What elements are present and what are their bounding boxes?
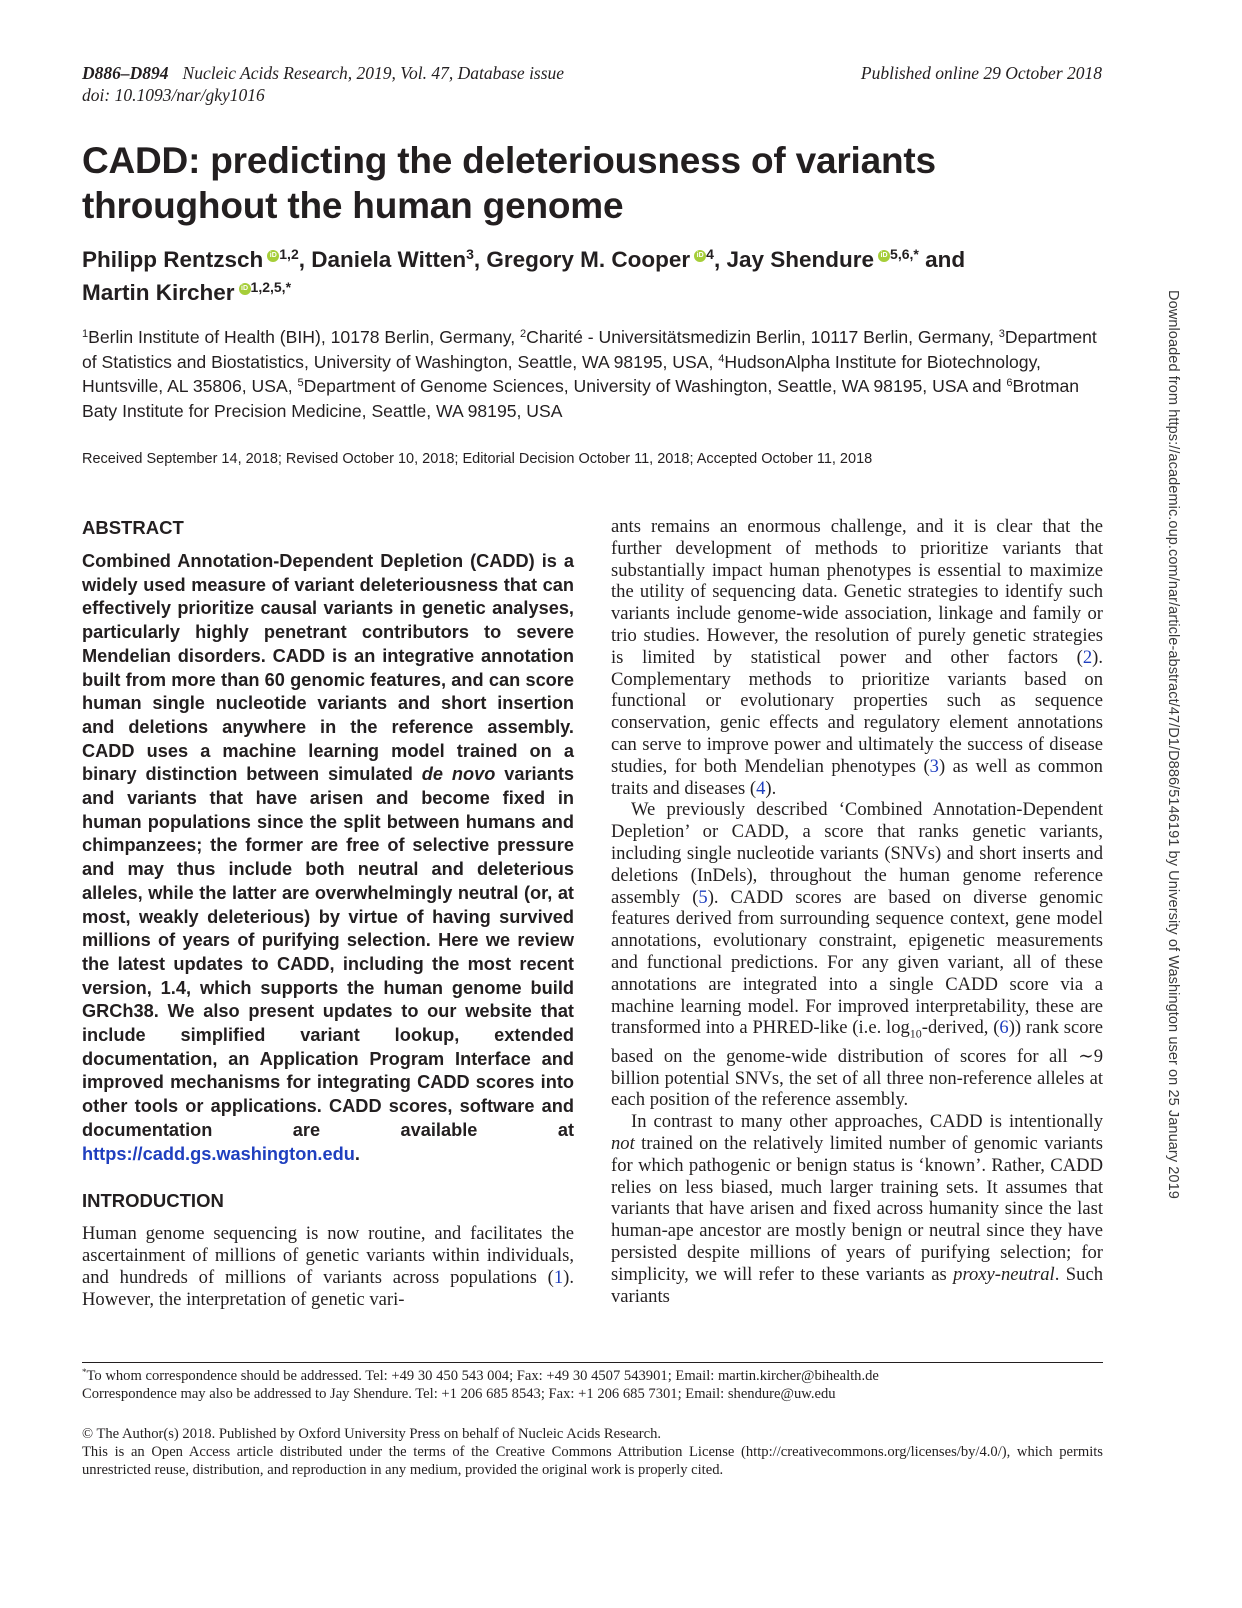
citation-link[interactable]: 3 bbox=[929, 755, 939, 777]
citation-link[interactable]: 1 bbox=[553, 1266, 564, 1288]
author: Daniela Witten$^3$ bbox=[311, 246, 474, 272]
submission-dates: Received September 14, 2018; Revised October 10, 2018; Editorial Decision October 11, 2018; Accepted October 11, 2018 bbox=[82, 451, 873, 467]
affiliations: $^1$Berlin Institute of Health (BIH), 10178 Berlin, Germany, $^2$Charité - Universitätsmedizin Berlin, 10117 Berlin, Germany, $^3$Department of Statistics and Biostatistics, University of Washington, Seattle, WA 98195, USA, $^4$HudsonAlpha Institute for Biotechnology, Huntsville, AL 35806, USA, $^5$Department of Genome Sciences, University of Washington, Seattle, WA 98195, USA and $^6$Brotman Baty Institute for Precision Medicine, Seattle, WA 98195, USA bbox=[82, 327, 1097, 421]
license-text: This is an Open Access article distributed under the terms of the Creative Commons Attribution License (http://creativecommons.org/licenses/by/4.0/), which permits unrestricted reuse, distribution, and reproduction in any medium, provided the original work is properly cited. bbox=[82, 1444, 1103, 1478]
right-column bbox=[611, 516, 1103, 1307]
citation-link[interactable]: 6 bbox=[999, 1017, 1009, 1039]
intro-paragraph: Human genome sequencing is now routine, and facilitates the ascertainment of millions of genetic variants within individuals, and hundreds of millions of variants across populations (1). However, the interpretation of genetic vari- bbox=[82, 1223, 574, 1310]
published-date: Published online 29 October 2018 bbox=[860, 63, 1102, 83]
abstract-heading: ABSTRACT bbox=[82, 517, 184, 538]
author: Martin Kircher iD $^{1,2,5,*}$ bbox=[82, 279, 292, 305]
body-paragraph: In contrast to many other approaches, CADD is intentionally not trained on the relatively limited number of genomic variants for which pathogenic or benign status is ‘known’. Rather, CADD relies on less biased, much larger training sets. It assumes that variants that have arisen and fixed across humanity since the last human-ape ancestor are mostly benign or neutral since they have persisted despite millions of years of purifying selection; for simplicity, we will refer to these variants as proxy-neutral. Such variants bbox=[611, 1111, 1103, 1307]
orcid-icon[interactable]: iD bbox=[267, 250, 279, 262]
author: Jay Shendure iD $^{5,6,*}$ bbox=[726, 246, 919, 272]
citation-link[interactable]: 2 bbox=[1082, 646, 1093, 668]
introduction-heading: INTRODUCTION bbox=[82, 1190, 224, 1212]
footnote-divider bbox=[82, 1362, 1103, 1363]
citation-link[interactable]: 4 bbox=[756, 777, 766, 799]
author-list: Philipp Rentzsch iD $^{1,2}$, Daniela Witten$^3$, Gregory M. Cooper iD $^4$, Jay Shendure iD $^{5,6,*}$ and Martin Kircher iD $^{1,2,5,*}$ bbox=[82, 246, 966, 305]
running-header bbox=[82, 62, 564, 106]
orcid-icon[interactable]: iD bbox=[878, 250, 890, 262]
download-stamp: Downloaded from https://academic.oup.com/nar/article-abstract/47/D1/D886/5146191 by University of Washington user on 25 January 2019 bbox=[1165, 290, 1181, 1199]
author: Gregory M. Cooper iD $^4$ bbox=[486, 246, 714, 272]
cadd-website-link[interactable]: https://cadd.gs.washington.edu bbox=[82, 1143, 355, 1164]
citation-link[interactable]: 5 bbox=[698, 886, 708, 908]
page-range: D886–D894 bbox=[82, 63, 169, 83]
body-paragraph: ants remains an enormous challenge, and it is clear that the further development of methods to prioritize variants that substantially impact human phenotypes is essential to maximize the utility of sequencing data. Genetic strategies to identify such variants include genome-wide association, linkage and family or trio studies. However, the resolution of purely genetic strategies is limited by statistical power and other factors (2). Complementary methods to prioritize variants based on functional or evolutionary properties such as sequence conservation, genic effects and regulatory element annotations can serve to improve power and ultimately the success of disease studies, for both Mendelian phenotypes (3) as well as common traits and diseases (4). bbox=[611, 516, 1103, 799]
doi: doi: 10.1093/nar/gky1016 bbox=[82, 85, 265, 105]
article-title: CADD: predicting the deleteriousness of variants throughout the human genome bbox=[82, 140, 936, 226]
body-paragraph: We previously described ‘Combined Annotation-Dependent Depletion’ or CADD, a score that ranks genetic variants, including single nucleotide variants (SNVs) and short inserts and deletions (InDels), throughout the human genome reference assembly (5). CADD scores are based on diverse genomic features derived from surrounding sequence context, gene model annotations, evolutionary constraint, epigenetic measurements and functional predictions. For any given variant, all of these annotations are integrated into a single CADD score via a machine learning model. For improved interpretability, these are transformed into a PHRED-like (i.e. $\log_{10}$-derived, (6)) rank score based on the genome-wide distribution of scores for all ∼9 billion potential SNVs, the set of all three non-reference alleles at each position of the reference assembly. bbox=[611, 799, 1103, 1111]
author: Philipp Rentzsch iD $^{1,2}$ bbox=[82, 246, 299, 272]
abstract-text: Combined Annotation-Dependent Depletion (CADD) is a widely used measure of variant deleteriousness that can effectively prioritize causal variants in genetic analyses, particularly highly penetrant contributors to severe Mendelian disorders. CADD is an integrative annotation built from more than 60 genomic features, and can score human single nucleotide variants and short insertion and deletions anywhere in the reference assembly. CADD uses a machine learning model trained on a binary distinction between simulated de novo variants and variants that have arisen and become fixed in human populations since the split between humans and chimpanzees; the former are free of selective pressure and may thus include both neutral and deleterious alleles, while the latter are overwhelmingly neutral (or, at most, weakly deleterious) by virtue of having survived millions of years of purifying selection. Here we review the latest updates to CADD, including the most recent version, 1.4, which supports the human genome build GRCh38. We also present updates to our website that include simplified variant lookup, extended documentation, an Application Program Interface and improved mechanisms for integrating CADD scores into other tools or applications. CADD scores, software and documentation are available at https://cadd.gs.washington.edu. bbox=[82, 551, 574, 1164]
left-column bbox=[82, 516, 574, 1310]
correspondence-footnote: *To whom correspondence should be addressed. Tel: +49 30 450 543 004; Fax: +49 30 4507 543901; Email: martin.kircher@bihealth.de Correspondence may also be addressed to Jay Shendure. Tel: +1 206 685 8543; Fax: +1 206 685 7301; Email: shendure@uw.edu bbox=[82, 1367, 879, 1402]
license-notice bbox=[82, 1425, 1103, 1479]
orcid-icon[interactable]: iD bbox=[694, 250, 706, 262]
orcid-icon[interactable]: iD bbox=[239, 283, 251, 295]
copyright-line: © The Author(s) 2018. Published by Oxford University Press on behalf of Nucleic Acids Research. bbox=[82, 1426, 662, 1442]
journal-citation: Nucleic Acids Research, 2019, Vol. 47, Database issue bbox=[182, 63, 565, 83]
